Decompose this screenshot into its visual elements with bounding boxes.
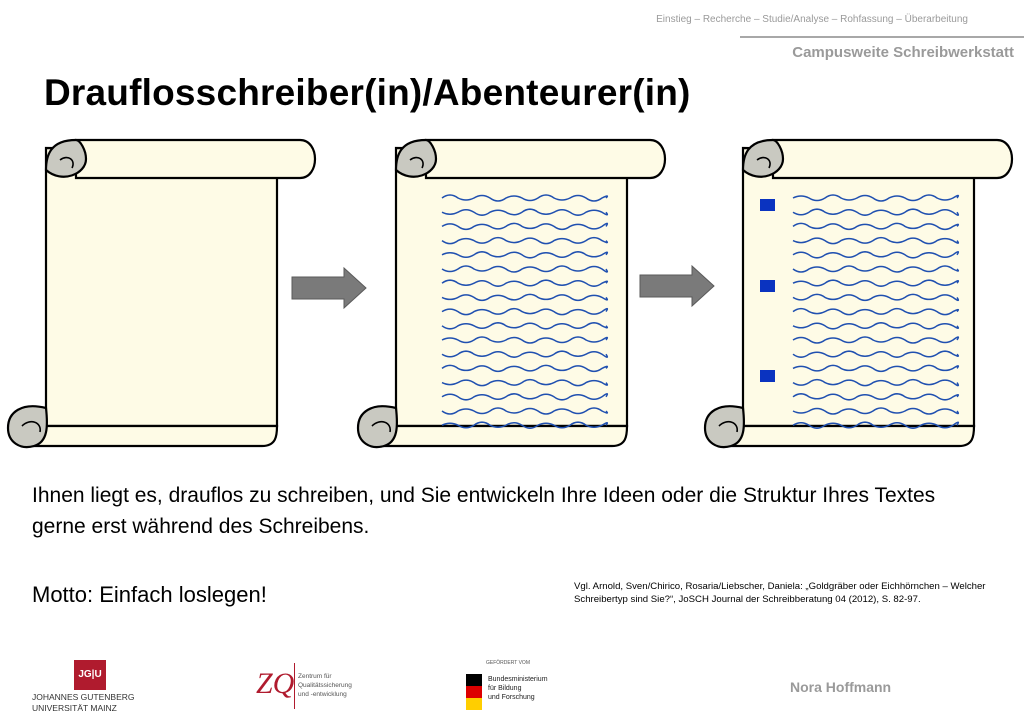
jgu-mark: JG|U xyxy=(74,660,106,690)
marker-square-1 xyxy=(760,199,775,211)
scroll-illustration xyxy=(0,130,1024,460)
jgu-line1: JOHANNES GUTENBERG xyxy=(32,692,135,702)
scroll-3-text-markers xyxy=(705,140,1012,447)
zq-logo xyxy=(256,663,356,713)
zq-line1: Zentrum für xyxy=(298,673,332,680)
bmbf-logo xyxy=(462,660,562,716)
marker-square-3 xyxy=(760,370,775,382)
header-rule xyxy=(740,36,1024,38)
breadcrumb: Einstieg – Recherche – Studie/Analyse – Rohfassung – Überarbeitung xyxy=(656,14,968,25)
bmbf-line3: und Forschung xyxy=(488,694,535,701)
bmbf-line2: für Bildung xyxy=(488,685,522,692)
page-title: Drauflosschreiber(in)/Abenteurer(in) xyxy=(44,72,691,113)
campus-label: Campusweite Schreibwerkstatt xyxy=(792,44,1014,61)
marker-square-2 xyxy=(760,280,775,292)
motto-text: Motto: Einfach loslegen! xyxy=(32,582,267,607)
flag-icon xyxy=(466,674,482,710)
jgu-logo xyxy=(28,660,148,716)
zq-line3: und -entwicklung xyxy=(298,691,347,698)
arrow-right-icon xyxy=(292,268,366,308)
author-name: Nora Hoffmann xyxy=(790,679,892,695)
zq-line2: Qualitätssicherung xyxy=(298,682,352,689)
citation: Vgl. Arnold, Sven/Chirico, Rosaria/Liebscher, Daniela: „Goldgräber oder Eichhörnchen – Welcher Schreibertyp sind Sie?“, JoSCH Journal der Schreibberatung 04 (2012), S. 82-97. xyxy=(574,581,986,605)
description-text: Ihnen liegt es, drauflos zu schreiben, und Sie entwickeln Ihre Ideen oder die Struktur Ihres Textes gerne erst während des Schreibens. xyxy=(32,484,936,538)
bmbf-line1: Bundesministerium xyxy=(488,676,548,683)
jgu-line2: UNIVERSITÄT MAINZ xyxy=(32,703,117,713)
zq-mark: ZQ xyxy=(256,667,295,700)
bmbf-top: GEFÖRDERT VOM xyxy=(486,660,530,666)
arrow-right-icon xyxy=(640,266,714,306)
scroll-1-empty xyxy=(8,140,315,447)
scroll-2-text xyxy=(358,140,665,447)
zq-divider xyxy=(294,663,295,709)
